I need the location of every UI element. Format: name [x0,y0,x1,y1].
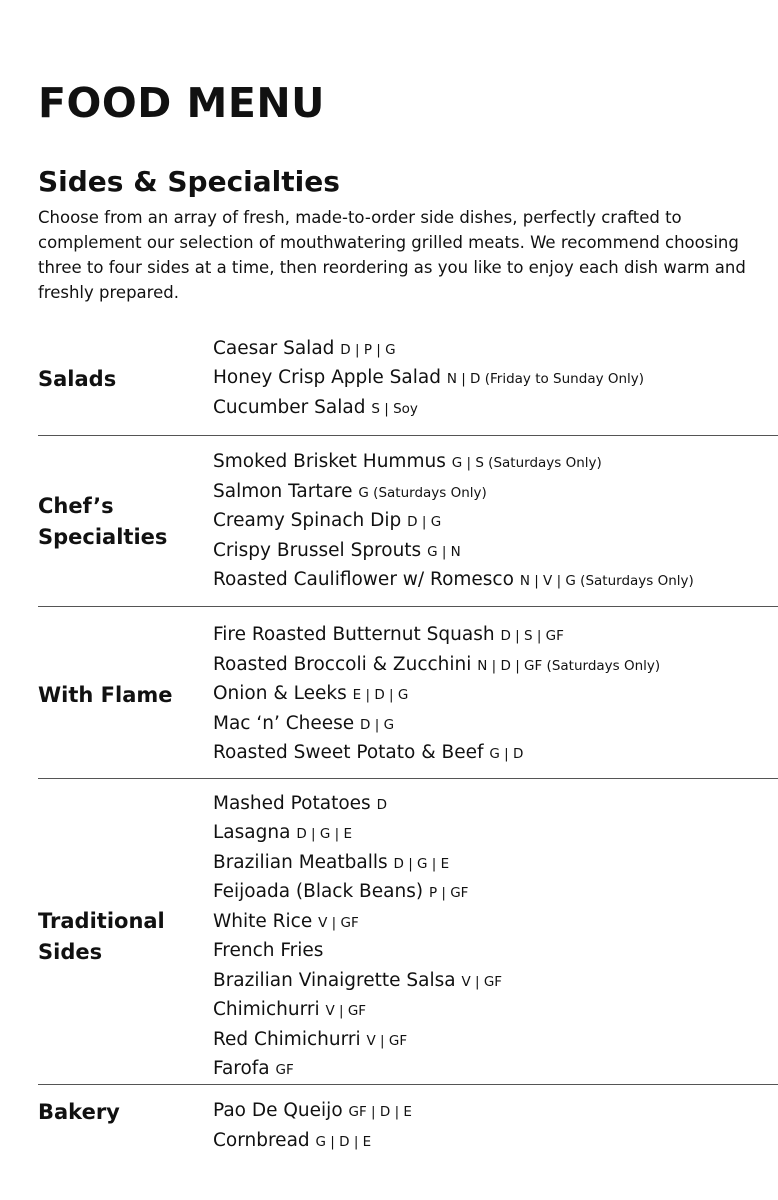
item-tags: D | G | E [393,855,450,872]
item-name: Honey Crisp Apple Salad [213,367,441,389]
item-tags: N | D | GF (Saturdays Only) [477,657,661,674]
item-tags: D | S | GF [500,628,564,645]
item-name: Cucumber Salad [213,396,366,418]
item-list [213,448,778,596]
menu-item [213,537,778,567]
menu-section-with-flame [38,624,778,766]
menu-section-chefs-specialties [38,448,778,596]
item-tags: GF | D | E [348,1104,412,1120]
item-name: Pao De Queijo [213,1100,343,1121]
item-list [213,335,778,424]
menu-item [213,1026,778,1056]
intro-paragraph: Choose from an array of fresh, made-to-order side dishes, perfectly crafted to complement our selection of mouthwatering grilled meats. We recommend choosing three to four sides at a time, then reordering as you like to enjoy each dish warm and freshly prepared. [38,208,746,302]
item-tags: N | D (Friday to Sunday Only) [446,371,645,388]
item-tags: G | D | E [315,1133,372,1150]
item-name: Chimichurri [213,999,320,1020]
menu-item [213,819,778,849]
menu-section-bakery [38,1097,778,1157]
section-divider [38,606,778,607]
menu-item [213,394,778,424]
item-tags: G | S (Saturdays Only) [451,455,602,472]
menu-item [213,790,778,820]
menu-item [213,335,778,365]
menu-item [213,651,778,681]
section-title: Sides & Specialties [38,165,340,198]
item-name: Roasted Sweet Potato & Beef [213,742,484,764]
item-tags: G | N [427,543,461,560]
menu-item [213,478,778,508]
section-label: Salads [38,366,117,391]
menu-item [213,364,778,394]
item-name: Crispy Brussel Sprouts [213,539,422,561]
menu-section-traditional-sides [38,792,778,1079]
menu-item [213,566,778,596]
item-list [213,1097,778,1156]
item-tags: V | GF [366,1032,408,1049]
section-divider [38,778,778,779]
section-divider [38,1084,778,1085]
item-tags: D | G [360,716,395,733]
item-name: Fire Roasted Butternut Squash [213,624,495,646]
item-name: Creamy Spinach Dip [213,510,402,532]
item-name: Mac ‘n’ Cheese [213,712,355,734]
menu-item [213,849,778,879]
item-tags: G | D [489,746,524,763]
item-name: Red Chimichurri [213,1028,361,1050]
menu-item [213,937,778,967]
menu-item [213,996,778,1026]
item-tags: E | D | G [352,687,409,704]
item-tags: V | GF [325,1003,367,1019]
menu-item [213,448,778,478]
menu-item [213,878,778,908]
item-name: Caesar Salad [213,337,335,359]
item-name: Salmon Tartare [213,480,353,502]
item-name: White Rice [213,910,313,932]
item-tags: D | P | G [340,341,396,358]
item-name: Smoked Brisket Hummus [213,451,446,473]
menu-item [213,739,778,769]
menu-item [213,507,778,537]
section-label: Chef’s Specialties [38,494,168,549]
item-name: Roasted Broccoli & Zucchini [213,653,472,675]
item-name: Feijoada (Black Beans) [213,881,424,902]
menu-item [213,1127,778,1157]
item-name: Farofa [213,1058,270,1079]
item-tags: D [376,796,387,813]
item-tags: GF [275,1062,294,1078]
item-tags: G (Saturdays Only) [358,484,487,501]
item-list [213,790,778,1085]
item-name: Lasagna [213,822,291,843]
item-tags: V | GF [318,914,359,931]
menu-section-salads [38,334,778,424]
item-name: Roasted Cauliflower w/ Romesco [213,569,514,591]
item-name: Mashed Potatoes [213,792,371,814]
page-title: FOOD MENU [38,79,325,127]
menu-item [213,908,778,938]
menu-item [213,680,778,710]
item-name: Cornbread [213,1129,310,1151]
item-tags: N | V | G (Saturdays Only) [519,573,694,590]
item-tags: V | GF [461,973,503,990]
item-name: Onion & Leeks [213,683,347,705]
menu-item [213,621,778,651]
item-list [213,621,778,769]
section-label: With Flame [38,682,173,707]
item-tags: P | GF [428,885,469,901]
section-label: Traditional Sides [38,909,165,964]
section-label: Bakery [38,1100,120,1124]
item-name: French Fries [213,940,324,961]
item-tags: S | Soy [371,400,418,417]
item-tags: D | G [407,514,442,531]
item-name: Brazilian Meatballs [213,851,388,873]
menu-item [213,1055,778,1085]
menu-item [213,967,778,997]
menu-item [213,710,778,740]
section-divider [38,435,778,436]
item-tags: D | G | E [296,826,352,842]
item-name: Brazilian Vinaigrette Salsa [213,969,456,991]
menu-item [213,1097,778,1127]
